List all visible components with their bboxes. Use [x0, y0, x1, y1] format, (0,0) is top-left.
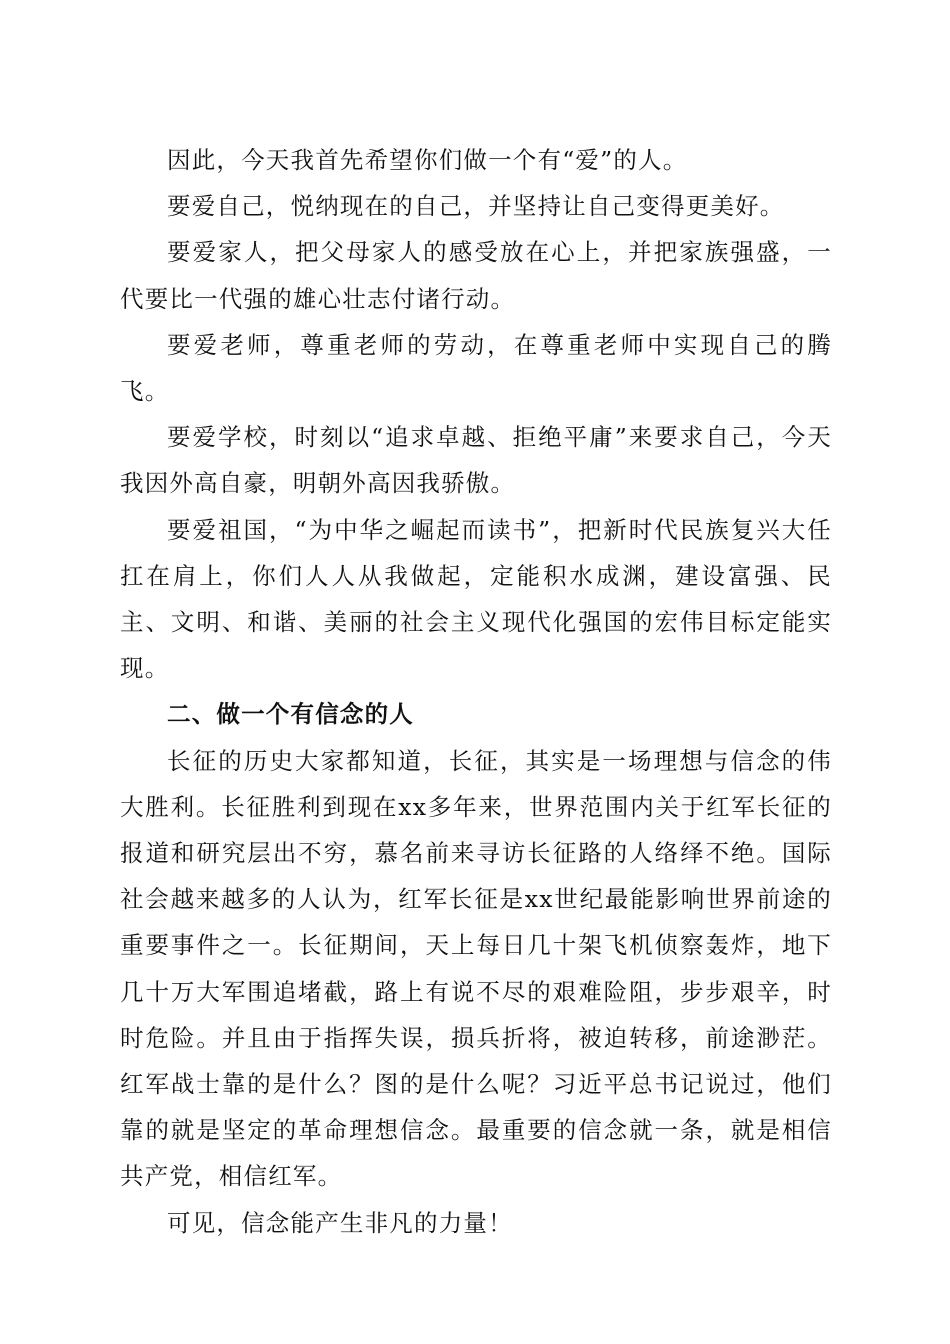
- paragraph-love-self: 要爱自己，悦纳现在的自己，并坚持让自己变得更美好。: [167, 192, 785, 221]
- paragraph-love-family: 要爱家人，把父母家人的感受放在心上，并把家族强盛，一代要比一代强的雄心壮志付诸行动。: [120, 238, 832, 313]
- paragraph-love-intro: 因此，今天我首先希望你们做一个有“爱”的人。: [167, 146, 688, 174]
- paragraph-conclusion: 可见，信念能产生非凡的力量！: [167, 1208, 513, 1237]
- paragraph-love-country: 要爱祖国，“为中华之崛起而读书”，把新时代民族复兴大任扛在肩上，你们人人从我做起，定能积水成渊，建设富强、民主、文明、和谐、美丽的社会主义现代化强国的宏伟目标定能实现。: [120, 515, 832, 683]
- paragraph-love-school: 要爱学校，时刻以“追求卓越、拒绝平庸”来要求自己，今天我因外高自豪，明朝外高因我骄傲。: [120, 423, 832, 498]
- section-heading-belief: 二、做一个有信念的人: [167, 700, 414, 729]
- paragraph-long-march: 长征的历史大家都知道，长征，其实是一场理想与信念的伟大胜利。长征胜利到现在xx多年来，世界范围内关于红军长征的报道和研究层出不穷，慕名前来寻访长征路的人络绎不绝。国际社会越来越多的人认为，红军长征是xx世纪最能影响世界前途的重要事件之一。长征期间，天上每日几十架飞机侦察轰炸，地下几十万大军围追堵截，路上有说不尽的艰难险阻，步步艰辛，时时危险。并且由于指挥失误，损兵折将，被迫转移，前途渺茫。红军战士靠的是什么？图的是什么呢？习近平总书记说过，他们靠的就是坚定的革命理想信念。最重要的信念就一条，就是相信共产党，相信红军。: [120, 746, 832, 1191]
- paragraph-love-teacher: 要爱老师，尊重老师的劳动，在尊重老师中实现自己的腾飞。: [120, 330, 832, 406]
- document-page: [120, 137, 832, 1246]
